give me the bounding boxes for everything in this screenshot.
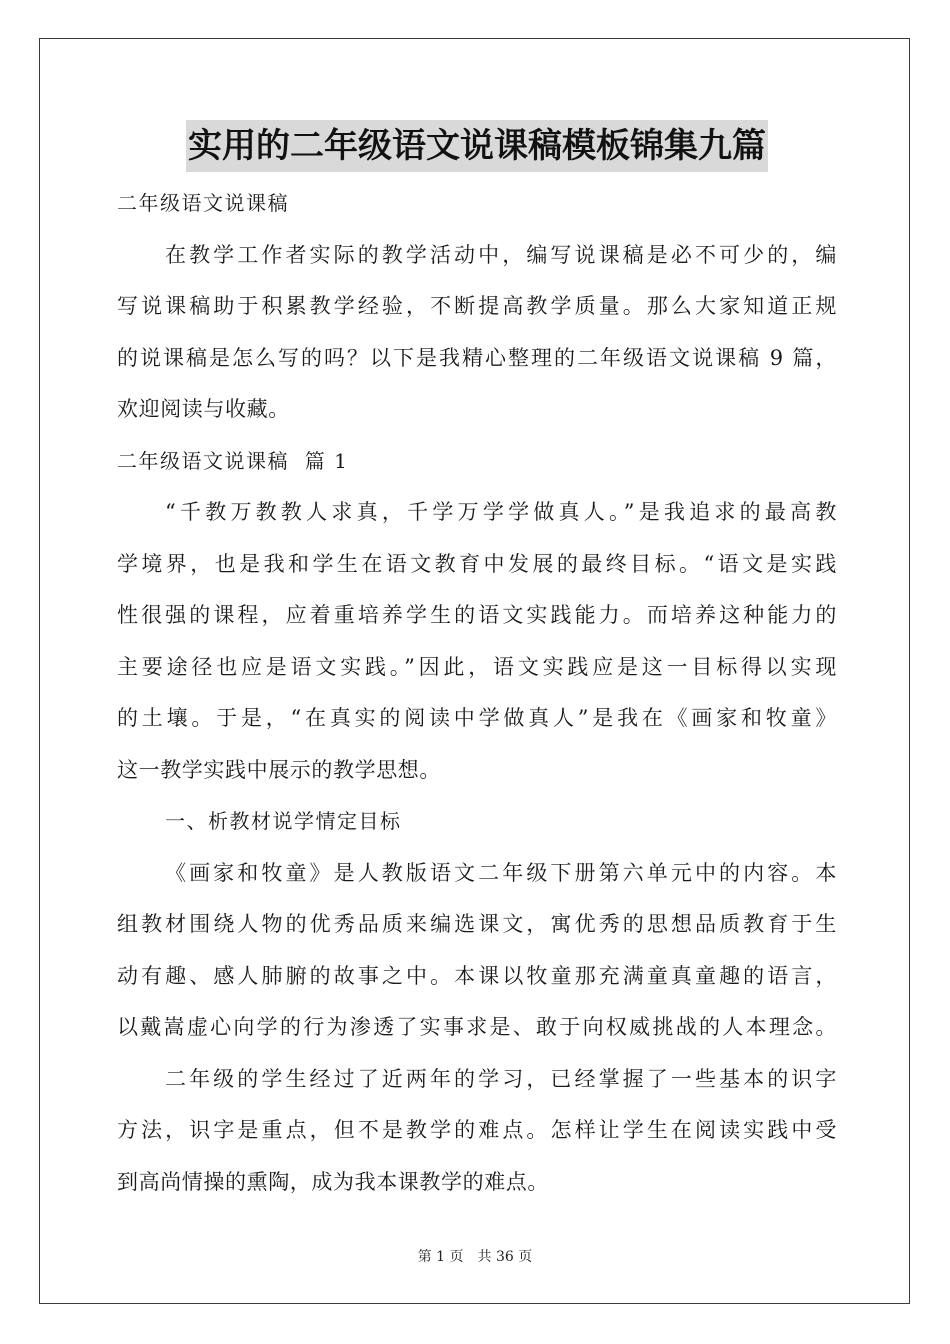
section-heading: 二年级语文说课稿: [117, 191, 289, 215]
document-title: 实用的二年级语文说课稿模板锦集九篇: [186, 120, 768, 172]
paragraph-line: 《画家和牧童》是人教版语文二年级下册第六单元中的内容。本: [165, 860, 837, 885]
paragraph-line: 学境界，也是我和学生在语文教育中发展的最终目标。“语文是实践: [117, 551, 837, 576]
paragraph-line: 以戴嵩虚心向学的行为渗透了实事求是、敢于向权威挑战的人本理念。: [117, 1015, 837, 1039]
paragraph-line: 组教材围绕人物的优秀品质来编选课文，寓优秀的思想品质教育于生: [117, 912, 837, 936]
paragraph-line: “千教万教教人求真，千学万学学做真人。”是我追求的最高教: [165, 500, 837, 524]
page-number: 第 1 页: [417, 1249, 464, 1265]
paragraph-line: 动有趣、感人肺腑的故事之中。本课以牧童那充满童真童趣的语言，: [117, 963, 837, 988]
paragraph-line: 这一教学实践中展示的教学思想。: [117, 757, 441, 782]
part-heading: 二年级语文说课稿 篇 1: [117, 448, 349, 473]
subheading: 一、析教材说学情定目标: [165, 809, 402, 833]
title-row: [117, 120, 837, 172]
paragraph-3: [117, 1054, 837, 1209]
paragraph-line: 性很强的课程，应着重培养学生的语文实践能力。而培养这种能力的: [117, 603, 837, 627]
paragraph-line: 到高尚情操的熏陶，成为我本课教学的难点。: [117, 1169, 549, 1194]
paragraph-line: 二年级的学生经过了近两年的学习，已经掌握了一些基本的识字: [165, 1066, 837, 1091]
paragraph-line: 写说课稿助于积累教学经验，不断提高教学质量。那么大家知道正规: [117, 294, 837, 318]
paragraph-1: [117, 487, 837, 796]
page-total: 共 36 页: [477, 1249, 533, 1265]
paragraph-line: 在教学工作者实际的教学活动中，编写说课稿是必不可少的，编: [165, 242, 837, 267]
paragraph-line: 欢迎阅读与收藏。: [117, 397, 290, 421]
paragraph-2: [117, 848, 837, 1054]
paragraph-line: 方法，识字是重点，但不是教学的难点。怎样让学生在阅读实践中受: [117, 1118, 837, 1142]
paragraph-line: 主要途径也应是语文实践。”因此，语文实践应是这一目标得以实现: [117, 654, 837, 679]
page-footer: [0, 1246, 950, 1266]
paragraph-line: 的说课稿是怎么写的吗？以下是我精心整理的二年级语文说课稿 9 篇，: [117, 345, 837, 370]
paragraph-line: 的土壤。于是，“在真实的阅读中学做真人”是我在《画家和牧童》: [117, 706, 837, 730]
document-body: [117, 120, 837, 1208]
intro-paragraph: [117, 230, 837, 436]
